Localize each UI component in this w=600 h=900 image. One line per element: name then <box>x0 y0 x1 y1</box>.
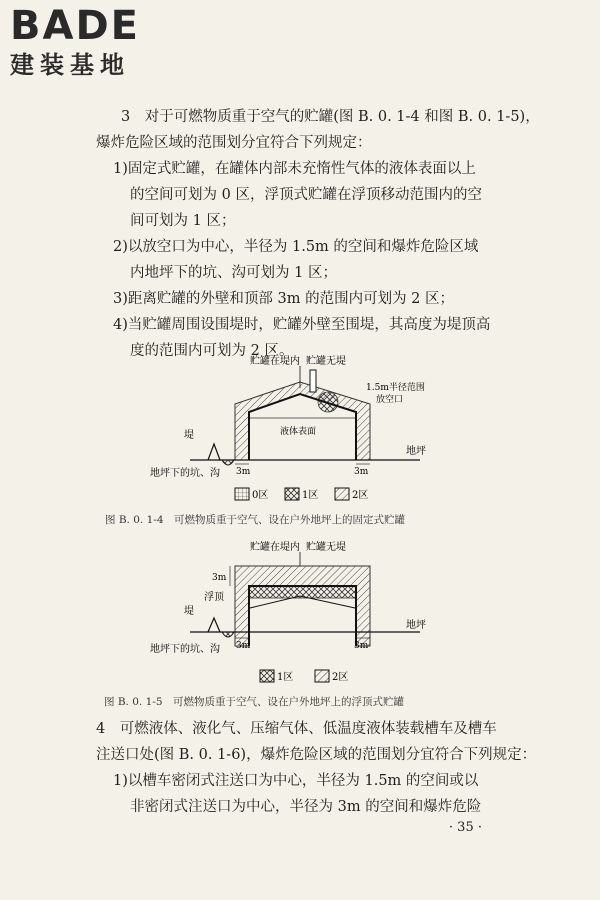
item4-1-line-2: 非密闭式注送口为中心，半径为 3m 的空间和爆炸危险 <box>130 799 482 815</box>
label-float-roof: 浮顶 <box>204 592 224 603</box>
label-liquid: 液体表面 <box>280 427 317 437</box>
item3-4-line-2: 度的范围内可划为 2 区。 <box>130 343 294 359</box>
figure2-caption: 图 B. 0. 1-5 可燃物质重于空气、设在户外地坪上的浮顶式贮罐 <box>104 696 404 708</box>
label-vent: 放空口 <box>376 395 404 405</box>
label-dim-left: 3m <box>236 641 251 651</box>
pit-zone <box>222 460 234 465</box>
legend-zone1: 1区 <box>302 490 319 501</box>
dike <box>208 444 220 460</box>
legend-swatch-zone1 <box>285 488 299 500</box>
item3-1-line-2: 的空间可划为 0 区，浮顶式贮罐在浮顶移动范围内的空 <box>130 187 482 203</box>
item3-1-line-1: 1)固定式贮罐，在罐体内部未充惰性气体的液体表面以上 <box>113 161 476 177</box>
item3-4-line-1: 4)当贮罐周围设围堤时，贮罐外壁至围堤，其高度为堤顶高 <box>113 317 491 333</box>
label-pit: 地坪下的坑、沟 <box>150 468 220 479</box>
label-dike: 堤 <box>184 606 194 617</box>
vent-pipe <box>310 370 316 392</box>
legend-swatch-zone2 <box>335 488 349 500</box>
logo-subtitle: 建装基地 <box>10 51 130 79</box>
legend-zone0: 0区 <box>252 490 269 501</box>
legend-swatch-zone0 <box>235 488 249 500</box>
figure1-caption: 图 B. 0. 1-4 可燃物质重于空气、设在户外地坪上的固定式贮罐 <box>105 514 405 526</box>
figure-b-0-1-4 <box>150 352 450 512</box>
label-dim-top: 3m <box>212 573 227 583</box>
label-dim-right: 3m <box>354 467 369 477</box>
zone2-region <box>235 566 370 646</box>
label-in-dike: 贮罐在堤内 <box>250 356 300 367</box>
legend-zone1: 1区 <box>277 672 294 683</box>
item4-1-line-1: 1)以槽车密闭式注送口为中心，半径为 1.5m 的空间或以 <box>113 773 479 789</box>
brand-logo <box>10 3 140 80</box>
section4-line-1: 4 可燃液体、液化气、压缩气体、低温度液体装载槽车及槽车 <box>96 721 497 737</box>
label-radius: 1.5m半径范围 <box>366 383 425 393</box>
label-no-dike: 贮罐无堤 <box>306 356 346 367</box>
item3-2-line-1: 2)以放空口为中心，半径为 1.5m 的空间和爆炸危险区域 <box>113 239 479 255</box>
logo-wordmark: BADE <box>10 3 140 49</box>
legend-swatch-zone1 <box>260 670 274 682</box>
item3-1-line-3: 间可划为 1 区； <box>130 213 236 229</box>
section3-line-1: 3 对于可燃物质重于空气的贮罐(图 B. 0. 1-4 和图 B. 0. 1-5)， <box>121 109 540 125</box>
page-number: · 35 · <box>448 820 482 835</box>
label-dim-left: 3m <box>236 467 251 477</box>
label-dim-right: 3m <box>354 641 369 651</box>
item3-2-line-2: 内地坪下的坑、沟可划为 1 区； <box>130 265 337 281</box>
figure-b-0-1-5 <box>150 538 450 690</box>
pit-zone <box>222 632 234 637</box>
zone2-region <box>235 382 370 460</box>
legend-zone2: 2区 <box>352 490 369 501</box>
item3-3-line-1: 3)距离贮罐的外壁和顶部 3m 的范围内可划为 2 区； <box>113 291 455 307</box>
label-ground: 地坪 <box>406 446 426 457</box>
legend-swatch-zone2 <box>315 670 329 682</box>
label-ground: 地坪 <box>406 620 426 631</box>
section3-line-2: 爆炸危险区域的范围划分宜符合下列规定： <box>96 135 372 151</box>
section4-line-2: 注送口处(图 B. 0. 1-6)，爆炸危险区域的范围划分宜符合下列规定： <box>96 747 537 763</box>
label-in-dike: 贮罐在堤内 <box>250 542 300 553</box>
label-no-dike: 贮罐无堤 <box>306 542 346 553</box>
label-dike: 堤 <box>184 430 194 441</box>
legend-zone2: 2区 <box>332 672 349 683</box>
label-pit: 地坪下的坑、沟 <box>150 644 220 655</box>
dike <box>208 618 220 632</box>
